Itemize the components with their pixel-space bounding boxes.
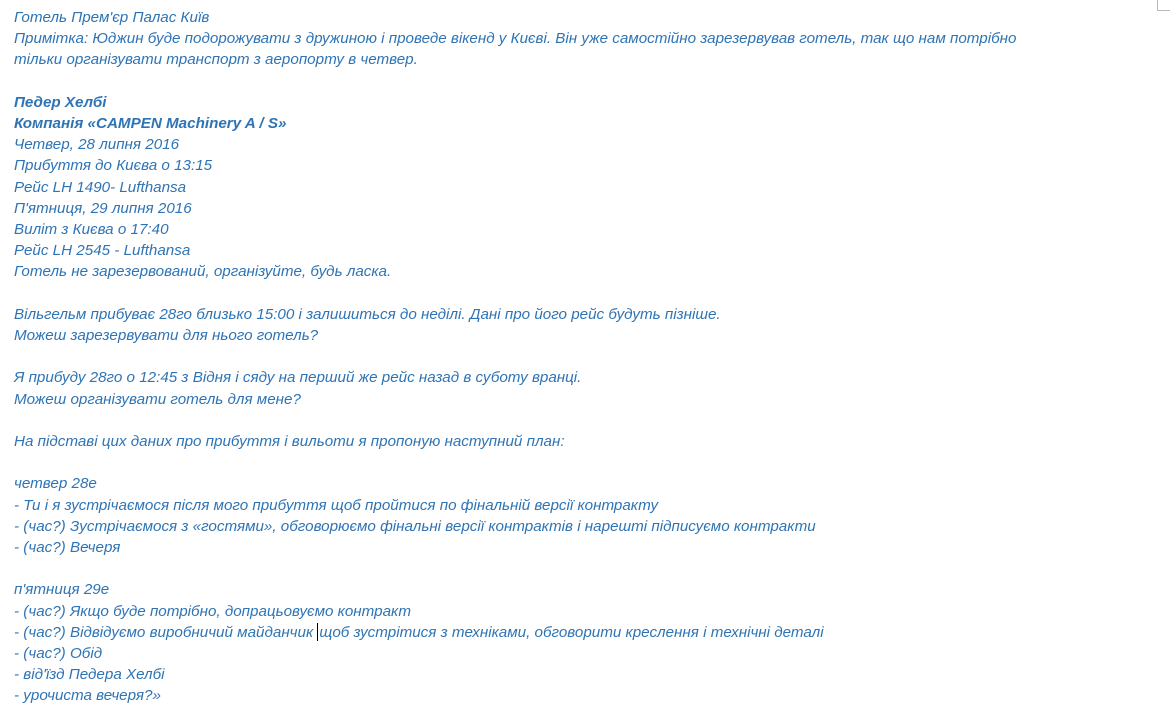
me-line-2: Можеш організувати готель для мене? (14, 390, 301, 408)
thursday-item: - (час?) Зустрічаємося з «гостями», обговорюємо фінальні версії контрактів і нарешті підписуємо контракти (14, 517, 816, 535)
friday-item: - (час?) Якщо буде потрібно, допрацьовуємо контракт (14, 602, 412, 620)
friday-item-part-1: - (час?) Відвідуємо виробничий майданчик (14, 623, 314, 641)
departure-date: П'ятниця, 29 липня 2016 (14, 199, 192, 217)
friday-item: - (час?) Обід (14, 645, 103, 662)
friday-heading: п'ятниця 29е (14, 581, 110, 599)
thursday-item: - (час?) Вечеря (14, 539, 121, 556)
departure-time: Виліт з Києва о 17:40 (14, 221, 169, 239)
arrival-flight: Рейс LH 1490- Lufthansa (14, 178, 187, 196)
arrival-date: Четвер, 28 липня 2016 (14, 136, 180, 154)
blank-line (14, 452, 1164, 473)
thursday-heading: четвер 28е (14, 475, 97, 493)
wilhelm-line-1: Вільгельм прибуває 28го близько 15:00 і залишиться до неділі. Дані про його рейс будуть пізніше. (14, 305, 721, 323)
departure-flight: Рейс LH 2545 - Lufthansa (14, 242, 191, 260)
blank-line (14, 558, 1164, 579)
plan-intro: На підставі цих даних про прибуття і вильоти я пропоную наступний план: (14, 433, 565, 450)
blank-line (14, 71, 1164, 92)
blank-line (14, 283, 1164, 304)
arrival-time: Прибуття до Києва о 13:15 (14, 157, 213, 175)
friday-item-part-2: щоб зустрітися з техніками, обговорити креслення і технічні деталі (319, 623, 824, 641)
note-line-1: Примітка: Юджин буде подорожувати з дружиною і проведе вікенд у Києві. Він уже самостійно зарезервував готель, так що нам потрібно (14, 30, 1017, 48)
wilhelm-line-2: Можеш зарезервувати для нього готель? (14, 327, 319, 345)
blank-line (14, 410, 1164, 431)
friday-item: - урочиста вечеря?» (14, 687, 161, 705)
hotel-line: Готель Прем'єр Палас Київ (14, 9, 210, 26)
me-line-1: Я прибуду 28го о 12:45 з Відня і сяду на перший же рейс назад в суботу вранці. (14, 369, 582, 387)
person-name: Педер Хелбі (14, 93, 107, 111)
friday-item (14, 622, 1164, 643)
company-name: Компанія «CAMPEN Machinery A / S» (14, 115, 287, 132)
thursday-item: - Ти і я зустрічаємося після мого прибуття щоб пройтися по фінальній версії контракту (14, 496, 659, 514)
hotel-request: Готель не зарезервований, організуйте, будь ласка. (14, 263, 392, 281)
friday-item: - від'їзд Педера Хелбі (14, 666, 165, 684)
blank-line (14, 346, 1164, 367)
document-body[interactable] (14, 7, 1164, 707)
note-line-2: тільки організувати транспорт з аеропорту в четвер. (14, 51, 418, 69)
